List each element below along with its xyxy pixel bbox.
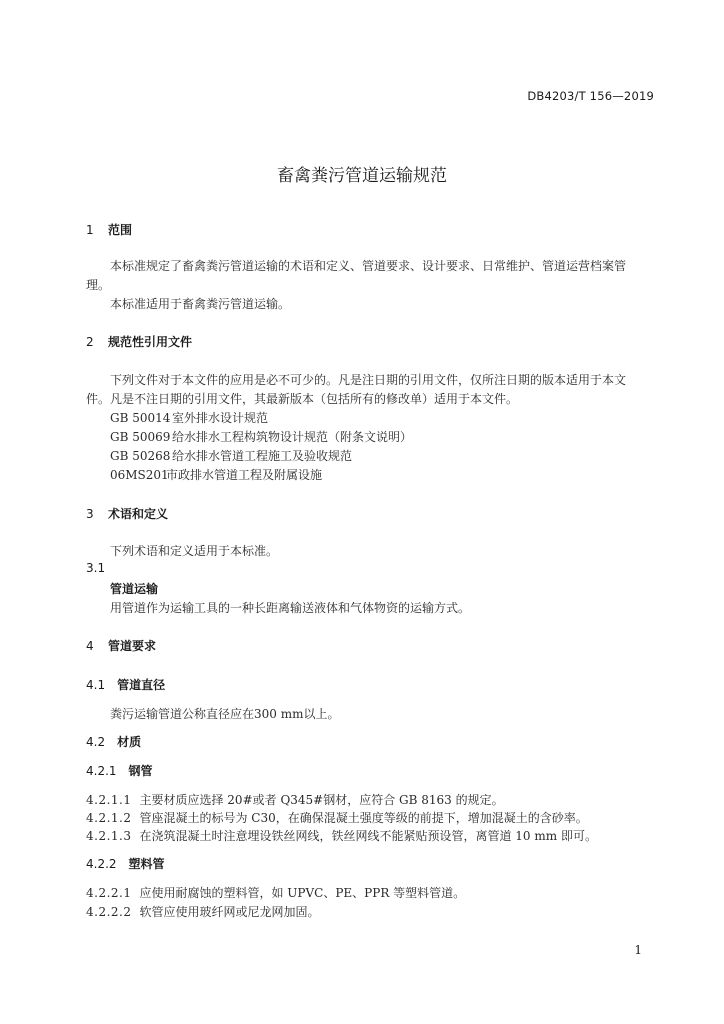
- item-number: 4.2.1.2: [86, 811, 132, 825]
- list-item: [86, 827, 597, 844]
- subsection-number: 4.2.2: [86, 857, 117, 871]
- reference-item: [110, 409, 268, 426]
- item-number: 4.2.2.1: [86, 886, 132, 900]
- reference-item: [110, 428, 412, 445]
- term-number: 3.1: [86, 561, 106, 575]
- subsection-4-1-text: 粪污运输管道公称直径应在300 mm以上。: [110, 707, 340, 721]
- section-1-paragraph-1-line-2: 理。: [86, 278, 111, 292]
- section-title: 范围: [108, 223, 133, 237]
- reference-title: 给水排水管道工程施工及验收规范: [172, 449, 353, 463]
- subsection-4-2-2-heading: [86, 855, 165, 872]
- item-number: 4.2.1.1: [86, 793, 132, 807]
- document-code: DB4203/T 156—2019: [527, 89, 654, 103]
- reference-item: [110, 447, 352, 464]
- reference-title: 给水排水工程构筑物设计规范（附条文说明）: [172, 430, 413, 444]
- section-2-paragraph-line-2: 件。凡是不注日期的引用文件，其最新版本（包括所有的修改单）适用于本文件。: [86, 392, 519, 406]
- subsection-title: 塑料管: [128, 857, 165, 871]
- section-3-heading: [86, 505, 168, 522]
- item-text: 应使用耐腐蚀的塑料管，如 UPVC、PE、PPR 等塑料管道。: [139, 886, 466, 900]
- item-text: 软管应使用玻纤网或尼龙网加固。: [139, 905, 320, 919]
- list-item: [86, 809, 588, 826]
- reference-code: GB 50069: [110, 430, 171, 444]
- reference-item: [110, 466, 322, 483]
- page-number: 1: [634, 943, 642, 957]
- subsection-title: 材质: [117, 735, 142, 749]
- list-item: [86, 903, 320, 920]
- section-title: 规范性引用文件: [108, 335, 193, 349]
- subsection-title: 管道直径: [117, 678, 166, 692]
- section-3-intro: 下列术语和定义适用于本标准。: [110, 544, 279, 558]
- section-1-paragraph-2: 本标准适用于畜禽粪污管道运输。: [110, 297, 291, 311]
- subsection-title: 钢管: [128, 764, 153, 778]
- item-text: 主要材质应选择 20#或者 Q345#钢材，应符合 GB 8163 的规定。: [139, 793, 504, 807]
- section-4-heading: [86, 637, 156, 654]
- subsection-4-2-1-heading: [86, 762, 153, 779]
- section-2-heading: [86, 333, 192, 350]
- section-number: 2: [86, 335, 94, 349]
- reference-code: 06MS201: [110, 468, 169, 482]
- subsection-number: 4.1: [86, 678, 106, 692]
- reference-code: GB 50268: [110, 449, 171, 463]
- subsection-4-1-heading: [86, 676, 165, 693]
- section-number: 1: [86, 223, 94, 237]
- subsection-number: 4.2: [86, 735, 106, 749]
- item-text: 在浇筑混凝土时注意埋设铁丝网线，铁丝网线不能紧贴预设管，离管道 10 mm 即可。: [139, 829, 597, 843]
- section-number: 4: [86, 639, 94, 653]
- item-text: 管座混凝土的标号为 C30，在确保混凝土强度等级的前提下，增加混凝土的含砂率。: [139, 811, 588, 825]
- reference-title: 市政排水管道工程及附属设施: [166, 468, 323, 482]
- document-title: 畜禽粪污管道运输规范: [277, 166, 447, 186]
- section-number: 3: [86, 507, 94, 521]
- item-number: 4.2.2.2: [86, 905, 132, 919]
- section-1-paragraph-1-line-1: 本标准规定了畜禽粪污管道运输的术语和定义、管道要求、设计要求、日常维护、管道运营档案管: [110, 259, 627, 273]
- section-title: 管道要求: [108, 639, 157, 653]
- item-number: 4.2.1.3: [86, 829, 132, 843]
- section-2-paragraph-line-1: 下列文件对于本文件的应用是必不可少的。凡是注日期的引用文件，仅所注日期的版本适用于本文: [110, 373, 627, 387]
- section-title: 术语和定义: [108, 507, 169, 521]
- subsection-4-2-heading: [86, 733, 141, 750]
- reference-code: GB 50014: [110, 411, 171, 425]
- term-definition: 用管道作为运输工具的一种长距离输送液体和气体物资的运输方式。: [110, 601, 471, 615]
- list-item: [86, 884, 465, 901]
- reference-title: 室外排水设计规范: [172, 411, 269, 425]
- section-1-heading: [86, 221, 132, 238]
- term-name: 管道运输: [110, 582, 159, 596]
- list-item: [86, 791, 504, 808]
- subsection-number: 4.2.1: [86, 764, 117, 778]
